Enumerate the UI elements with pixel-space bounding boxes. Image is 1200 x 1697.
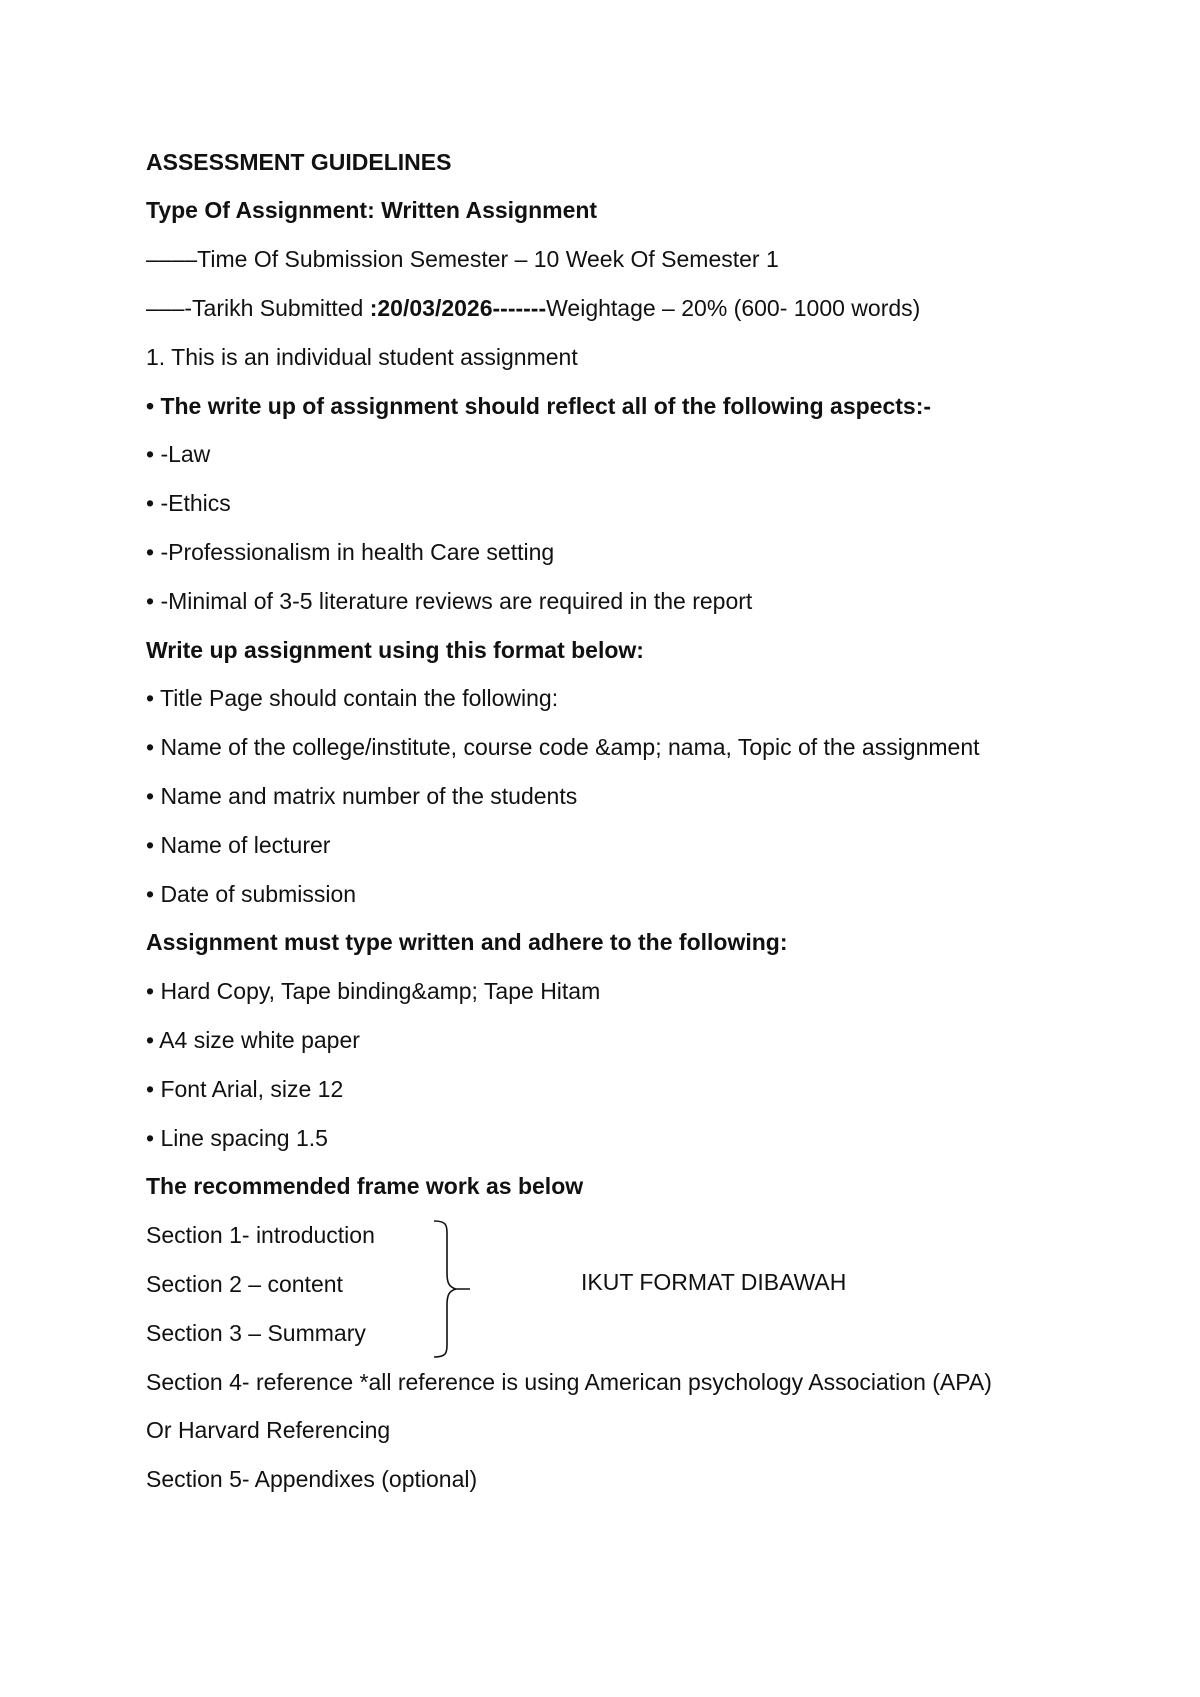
typed-item-a4: • A4 size white paper bbox=[146, 1027, 360, 1053]
aspect-item-ethics: • -Ethics bbox=[146, 490, 231, 516]
weightage: Weightage – 20% (600- 1000 words) bbox=[546, 295, 921, 321]
section-3: Section 3 – Summary bbox=[146, 1320, 366, 1346]
typed-heading: Assignment must type written and adhere to the following: bbox=[146, 929, 788, 955]
individual-line: 1. This is an individual student assignment bbox=[146, 344, 578, 370]
tarikh-line bbox=[146, 294, 920, 322]
aspects-heading: • The write up of assignment should reflect all of the following aspects:- bbox=[146, 393, 932, 419]
brace-label: IKUT FORMAT DIBAWAH bbox=[581, 1269, 847, 1295]
document-title: ASSESSMENT GUIDELINES bbox=[146, 149, 452, 175]
section-5: Section 5- Appendixes (optional) bbox=[146, 1466, 478, 1492]
aspect-item-literature: • -Minimal of 3-5 literature reviews are required in the report bbox=[146, 588, 753, 614]
submission-date: :20/03/2026------- bbox=[369, 295, 547, 321]
section-4: Section 4- reference *all reference is using American psychology Association (APA) bbox=[146, 1369, 992, 1395]
tarikh-prefix: –––-Tarikh Submitted bbox=[146, 295, 370, 321]
aspect-item-professionalism: • -Professionalism in health Care setting bbox=[146, 539, 555, 565]
format-item-lecturer: • Name of lecturer bbox=[146, 832, 331, 858]
section-1: Section 1- introduction bbox=[146, 1222, 375, 1248]
section-2: Section 2 – content bbox=[146, 1271, 343, 1297]
framework-heading: The recommended frame work as below bbox=[146, 1173, 584, 1199]
submission-line: ––––Time Of Submission Semester – 10 Week Of Semester 1 bbox=[146, 246, 779, 272]
format-item-college: • Name of the college/institute, course code &amp; nama, Topic of the assignment bbox=[146, 734, 980, 760]
aspect-item-law: • -Law bbox=[146, 441, 211, 467]
format-item-students: • Name and matrix number of the students bbox=[146, 783, 578, 809]
typed-item-font: • Font Arial, size 12 bbox=[146, 1076, 344, 1102]
format-heading: Write up assignment using this format below: bbox=[146, 637, 644, 663]
format-item-date: • Date of submission bbox=[146, 881, 357, 907]
type-of-assignment: Type Of Assignment: Written Assignment bbox=[146, 197, 598, 223]
section-4-continued: Or Harvard Referencing bbox=[146, 1417, 391, 1443]
typed-item-hard-copy: • Hard Copy, Tape binding&amp; Tape Hitam bbox=[146, 978, 601, 1004]
curly-brace-icon bbox=[430, 1219, 480, 1359]
format-item-title-page: • Title Page should contain the following: bbox=[146, 685, 559, 711]
typed-item-spacing: • Line spacing 1.5 bbox=[146, 1125, 328, 1151]
